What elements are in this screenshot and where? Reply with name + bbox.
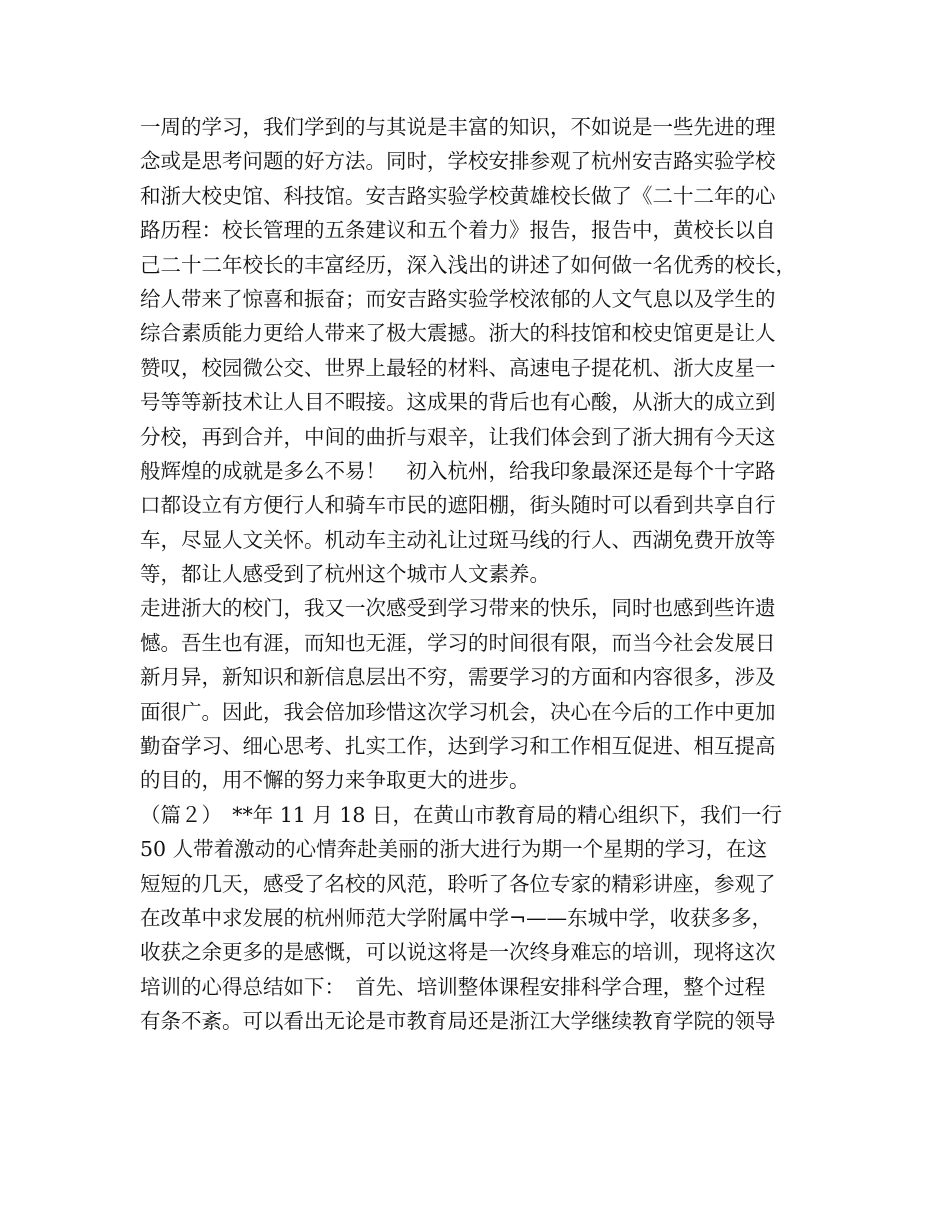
document-body-text bbox=[140, 110, 820, 1039]
text-line: 给人带来了惊喜和振奋；而安吉路实验学校浓郁的人文气息以及学生的 bbox=[140, 286, 776, 311]
text-line: 收获之余更多的是感慨，可以说这将是一次终身难忘的培训，现将这次 bbox=[140, 940, 776, 965]
text-line: 路历程：校长管理的五条建议和五个着力》报告，报告中，黄校长以自 bbox=[140, 218, 776, 243]
text-line: 念或是思考问题的好方法。同时，学校安排参观了杭州安吉路实验学校 bbox=[140, 149, 776, 174]
text-line: 培训的心得总结如下： 首先、培训整体课程安排科学合理，整个过程 bbox=[140, 974, 766, 999]
text-line: 在改革中求发展的杭州师范大学附属中学¬——东城中学，收获多多， bbox=[140, 905, 773, 930]
text-line: 般辉煌的成就是多么不易！ 初入杭州，给我印象最深还是每个十字路 bbox=[140, 458, 776, 483]
text-line: 分校，再到合并，中间的曲折与艰辛，让我们体会到了浙大拥有今天这 bbox=[140, 424, 776, 449]
text-line: 一周的学习，我们学到的与其说是丰富的知识，不如说是一些先进的理 bbox=[140, 115, 776, 139]
text-line: 新月异，新知识和新信息层出不穷，需要学习的方面和内容很多，涉及 bbox=[140, 665, 776, 690]
text-line: 综合素质能力更给人带来了极大震撼。浙大的科技馆和校史馆更是让人 bbox=[140, 321, 776, 346]
text-line: 口都设立有方便行人和骑车市民的遮阳棚，街头随时可以看到共享自行 bbox=[140, 493, 776, 518]
text-line: 短短的几天，感受了名校的风范，聆听了各位专家的精彩讲座，参观了 bbox=[140, 871, 776, 896]
text-line: （篇２） **年 11 月 18 日，在黄山市教育局的精心组织下，我们一行 bbox=[140, 802, 782, 827]
text-line: 有条不紊。可以看出无论是市教育局还是浙江大学继续教育学院的领导 bbox=[140, 1009, 776, 1034]
text-line: 车，尽显人文关怀。机动车主动礼让过斑马线的行人、西湖免费开放等 bbox=[140, 527, 776, 552]
text-line: 面很广。因此，我会倍加珍惜这次学习机会，决心在今后的工作中更加 bbox=[140, 699, 776, 724]
text-line: 己二十二年校长的丰富经历，深入浅出的讲述了如何做一名优秀的校长， bbox=[140, 252, 796, 277]
text-line: 50 人带着激动的心情奔赴美丽的浙大进行为期一个星期的学习，在这 bbox=[140, 837, 768, 862]
text-line: 和浙大校史馆、科技馆。安吉路实验学校黄雄校长做了《二十二年的心 bbox=[140, 183, 776, 208]
text-line: 赞叹，校园微公交、世界上最轻的材料、高速电子提花机、浙大皮星一 bbox=[140, 355, 776, 380]
text-line: 等，都让人感受到了杭州这个城市人文素养。 bbox=[140, 562, 550, 587]
text-line: 走进浙大的校门，我又一次感受到学习带来的快乐，同时也感到些许遗 bbox=[140, 596, 776, 621]
text-line: 的目的，用不懈的努力来争取更大的进步。 bbox=[140, 768, 530, 793]
text-line: 憾。吾生也有涯，而知也无涯，学习的时间很有限，而当今社会发展日 bbox=[140, 630, 776, 655]
text-line: 勤奋学习、细心思考、扎实工作，达到学习和工作相互促进、相互提高 bbox=[140, 734, 776, 759]
text-line: 号等等新技术让人目不暇接。这成果的背后也有心酸，从浙大的成立到 bbox=[140, 390, 776, 415]
